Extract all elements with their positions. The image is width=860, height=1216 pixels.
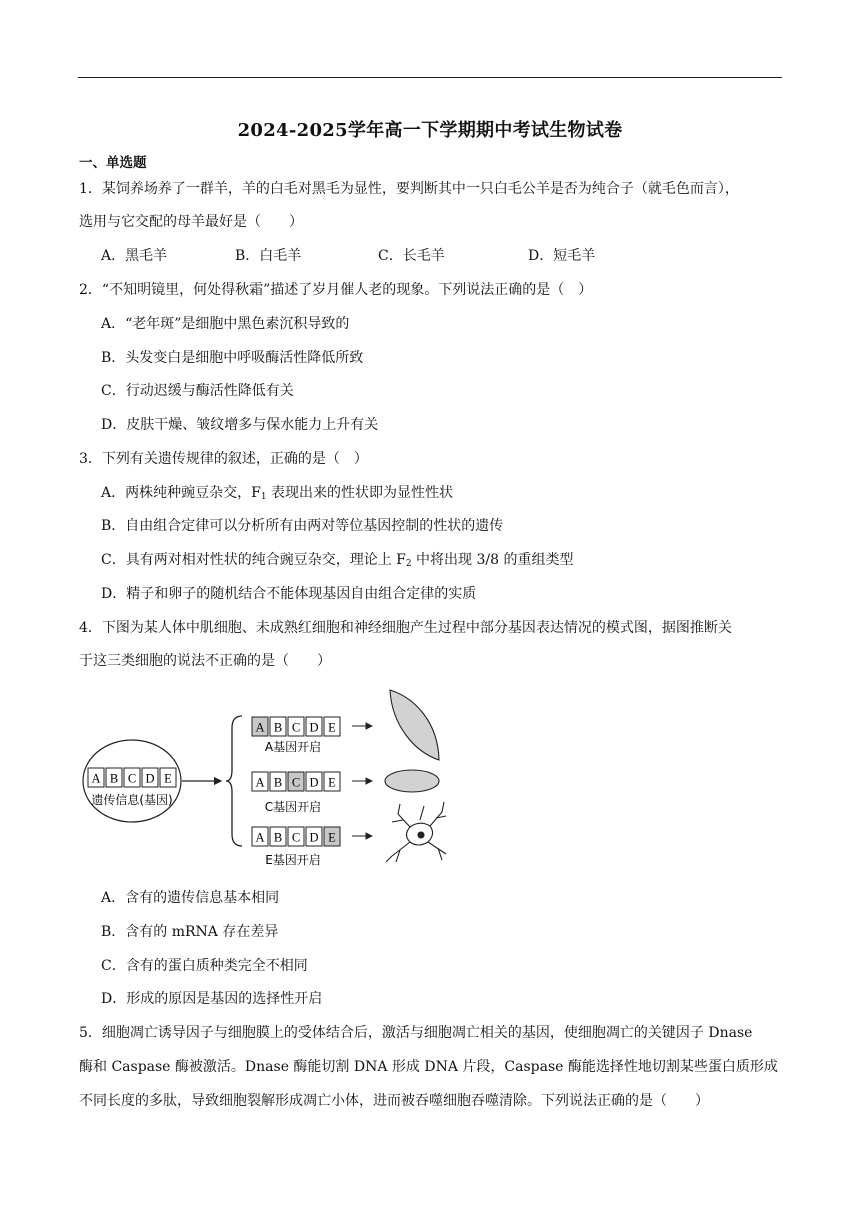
row2-gene-label-e: E <box>328 775 336 790</box>
row3-gene-label-a: A <box>255 830 265 845</box>
q4-stem-line2: 于这三类细胞的说法不正确的是（ ） <box>79 653 331 669</box>
row1-label: A基因开启 <box>264 740 322 754</box>
q3-option-d[interactable]: D．精子和卵子的随机结合不能体现基因自由组合定律的实质 <box>101 586 477 602</box>
row3-gene-label-e: E <box>328 830 336 845</box>
brace <box>226 716 242 846</box>
q1-option-d[interactable]: D．短毛羊 <box>528 248 596 264</box>
q3-option-a[interactable] <box>101 486 453 500</box>
q3-option-a-text-end: 表现出来的性状即为显性性状 <box>266 485 454 501</box>
source-gene-label-d: D <box>145 771 155 786</box>
row2-gene-label-a: A <box>255 775 265 790</box>
source-gene-label-c: C <box>127 771 137 786</box>
row3-gene-label-c: C <box>291 830 301 845</box>
source-label: 遗传信息(基因) <box>91 793 173 807</box>
q5-stem-line3: 不同长度的多肽，导致细胞裂解形成凋亡小体，进而被吞噬细胞吞噬清除。下列说法正确的是（ ） <box>79 1093 709 1109</box>
row2-gene-label-d: D <box>309 775 319 790</box>
row3-gene-label-d: D <box>309 830 319 845</box>
q5-stem-line1: 5．细胞凋亡诱导因子与细胞膜上的受体结合后，激活与细胞凋亡相关的基因，使细胞凋亡的关键因子 Dnase <box>79 1025 753 1041</box>
row1-gene-label-b: B <box>273 720 283 735</box>
row1-gene-label-e: E <box>328 720 336 735</box>
q3-option-c[interactable] <box>101 553 574 567</box>
page-title: 2024-2025学年高一下学期期中考试生物试卷 <box>237 120 623 141</box>
section-heading: 一、单选题 <box>79 155 147 171</box>
source-gene-label-b: B <box>109 771 119 786</box>
row3-label: E基因开启 <box>265 853 321 867</box>
q1-option-a[interactable]: A．黑毛羊 <box>101 248 168 264</box>
row-gene-boxes <box>252 717 340 846</box>
red-blood-cell-shape <box>385 770 439 792</box>
q4-option-c[interactable]: C．含有的蛋白质种类完全不相同 <box>101 958 308 974</box>
nerve-cell-shape <box>386 802 446 862</box>
q1-stem-line2: 选用与它交配的母羊最好是（ ） <box>79 214 303 230</box>
source-gene-boxes <box>88 768 176 787</box>
q4-stem-line1: 4．下图为某人体中肌细胞、未成熟红细胞和神经细胞产生过程中部分基因表达情况的模式图，据图推断关 <box>79 620 732 636</box>
row3-gene-label-b: B <box>273 830 283 845</box>
row2-gene-label-b: B <box>273 775 283 790</box>
q3-option-c-text-end: 中将出现 3/8 的重组类型 <box>411 552 574 568</box>
row2-gene-label-c: C <box>291 775 301 790</box>
muscle-cell-shape <box>390 690 439 760</box>
q2-option-b[interactable]: B．头发变白是细胞中呼吸酶活性降低所致 <box>101 350 364 366</box>
row2-label: C基因开启 <box>264 800 322 814</box>
q3-option-a-subscript: 1 <box>260 492 267 502</box>
row1-gene-label-c: C <box>291 720 301 735</box>
q3-option-b[interactable]: B．自由组合定律可以分析所有由两对等位基因控制的性状的遗传 <box>101 518 504 534</box>
q1-option-b[interactable]: B．白毛羊 <box>235 248 302 264</box>
q3-stem: 3．下列有关遗传规律的叙述，正确的是（ ） <box>79 451 368 467</box>
q2-option-c[interactable]: C．行动迟缓与酶活性降低有关 <box>101 383 294 399</box>
row1-gene-label-a: A <box>255 720 265 735</box>
header-rule <box>78 77 782 78</box>
source-gene-label-a: A <box>91 771 101 786</box>
q2-stem: 2．“不知明镜里，何处得秋霜”描述了岁月催人老的现象。下列说法正确的是（ ） <box>79 282 593 298</box>
q3-option-c-text: C．具有两对相对性状的纯合豌豆杂交，理论上 F <box>101 552 406 568</box>
q4-option-a[interactable]: A．含有的遗传信息基本相同 <box>101 890 280 906</box>
q4-option-d[interactable]: D．形成的原因是基因的选择性开启 <box>101 991 323 1007</box>
q5-stem-line2: 酶和 Caspase 酶被激活。Dnase 酶能切割 DNA 形成 DNA 片段，Caspase 酶能选择性地切割某些蛋白质形成 <box>79 1059 778 1075</box>
source-gene-label-e: E <box>164 771 172 786</box>
q2-option-a[interactable]: A．“老年斑”是细胞中黑色素沉积导致的 <box>101 316 350 332</box>
gene-expression-figure <box>80 684 450 869</box>
row1-gene-label-d: D <box>309 720 319 735</box>
q1-stem-line1: 1．某饲养场养了一群羊，羊的白毛对黑毛为显性，要判断其中一只白毛公羊是否为纯合子（就毛色而言）， <box>79 181 739 197</box>
q3-option-a-text: A．两株纯种豌豆杂交，F <box>101 485 261 501</box>
q4-option-b[interactable]: B．含有的 mRNA 存在差异 <box>101 924 279 940</box>
q2-option-d[interactable]: D．皮肤干燥、皱纹增多与保水能力上升有关 <box>101 417 379 433</box>
q3-option-c-subscript: 2 <box>405 559 412 569</box>
q1-option-c[interactable]: C．长毛羊 <box>378 248 445 264</box>
